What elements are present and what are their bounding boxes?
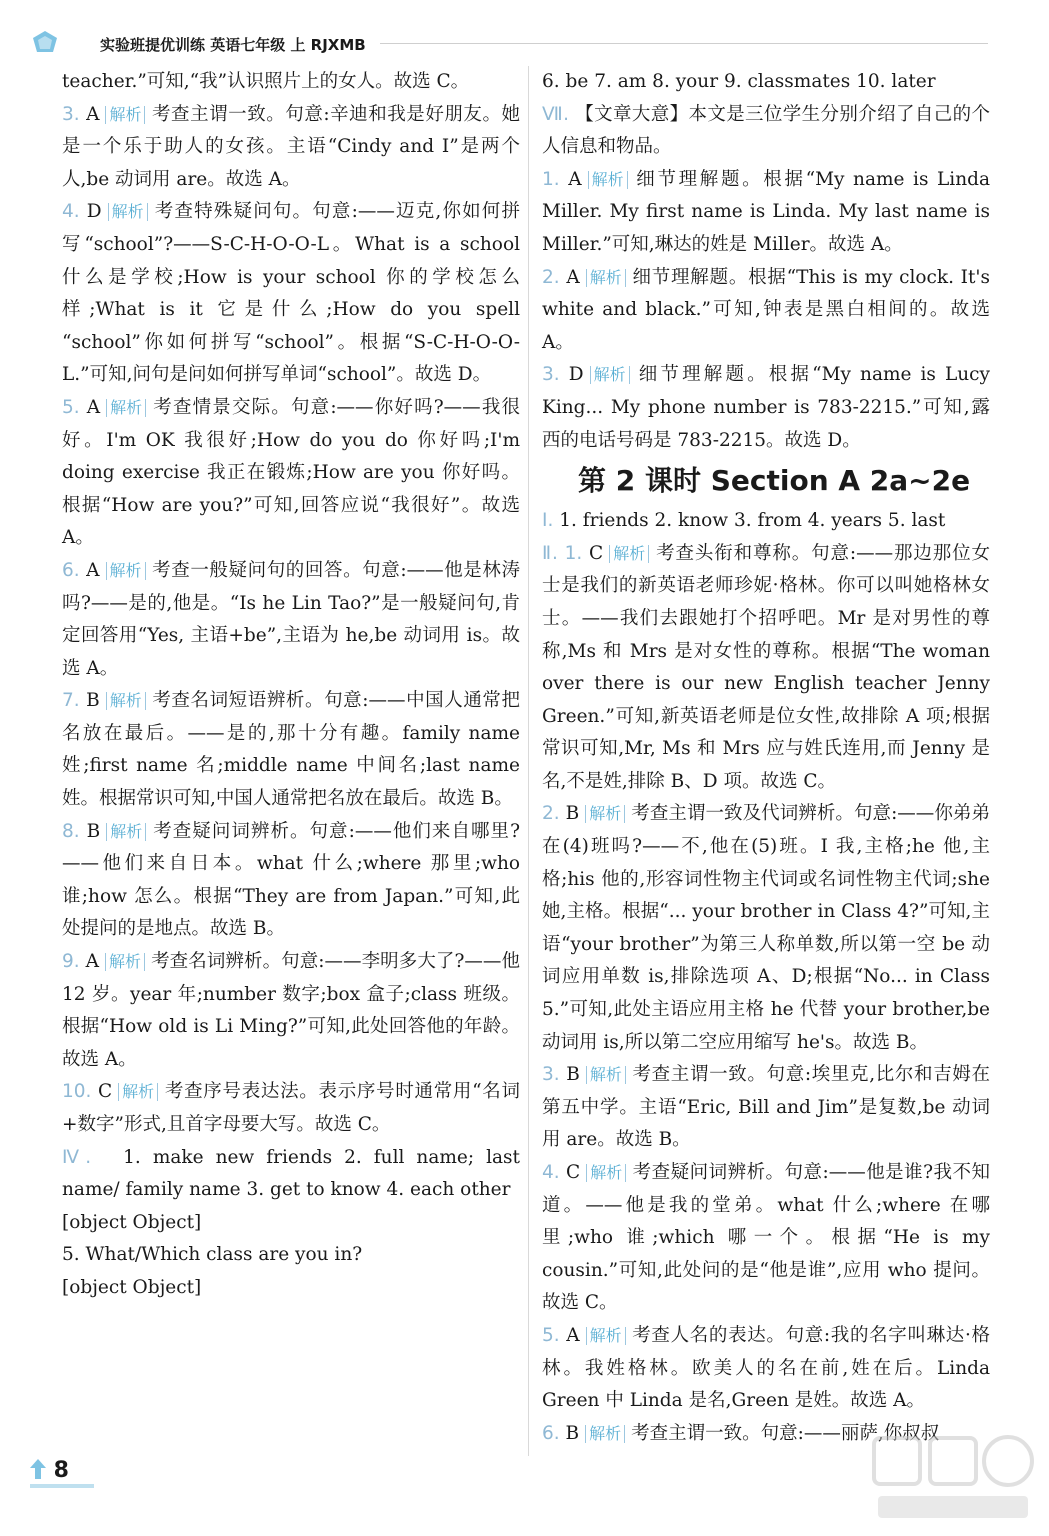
item-number: 8. [62, 820, 80, 842]
analysis-tag: 解析 [118, 1083, 158, 1101]
answer-letter: C [589, 542, 604, 564]
answer-letter: B [565, 803, 580, 825]
item-number: 3. [542, 1064, 560, 1086]
header-rule [380, 43, 988, 44]
answer-item [542, 359, 990, 457]
item-number: 5. [542, 1324, 560, 1346]
analysis-text: 1. make new friends 2. full name; last name/ family name 3. get to know 4. each other [62, 1146, 520, 1201]
answer-letter: B [86, 690, 100, 712]
item-number: 6. [542, 1422, 560, 1444]
page-header [30, 28, 990, 58]
analysis-tag: 解析 [106, 399, 146, 417]
section-number: Ⅶ. [542, 103, 569, 125]
analysis-text: 考查一般疑问句的回答。句意:——他是林涛吗?——是的,他是。“Is he Lin Tao?”是一般疑问句,肯定回答用“Yes, 主语+be”,主语为 he,be 动词用 is。故选 A。 [62, 559, 520, 679]
section-text: 【文章大意】本文是三位学生分别介绍了自己的个人信息和物品。 [542, 103, 990, 158]
answer-letter: A [568, 168, 582, 190]
analysis-tag: 解析 [588, 171, 628, 189]
analysis-text: 考查名词短语辨析。句意:——中国人通常把名放在最后。——是的,那十分有趣。family name 姓;first name 名;middle name 中间名;last name 姓。根据常识可知,中国人通常把名放在最后。故选 B。 [62, 690, 520, 810]
answer-line: 5. What/Which class are you in? [62, 1244, 363, 1266]
answer-line: [object Object] [62, 1276, 202, 1298]
right-column [542, 66, 990, 1450]
answer-item [542, 1320, 990, 1418]
answer-item [62, 196, 520, 392]
item-number: Ⅱ. 1. [542, 542, 583, 564]
answer-item [62, 1076, 520, 1141]
analysis-tag: 解析 [106, 562, 146, 580]
answer-item [542, 262, 990, 360]
answer-letter: A [566, 266, 580, 288]
answer-letter: A [566, 1324, 580, 1346]
analysis-text: 考查序号表达法。表示序号时通常用“名词+数字”形式,且首字母要大写。故选 C。 [62, 1081, 520, 1135]
answer-line: 6. be 7. am 8. your 9. classmates 10. later [542, 71, 936, 92]
analysis-tag: 解析 [586, 269, 626, 287]
answer-item [542, 798, 990, 1059]
analysis-text: 细节理解题。根据“My name is Lucy King... My phone number is 783-2215.”可知,露西的电话号码是 783-2215。故选 D。 [542, 364, 990, 451]
item-number: 4. [62, 201, 80, 223]
analysis-text: 考查疑问词辨析。句意:——他是谁?我不知道。——他是我的堂弟。what 什么;where 在哪里;who 谁;which 哪一个。根据“He is my cousin.”可知,此处问的是“他是谁”,应用 who 提问。故选 C。 [542, 1162, 991, 1314]
analysis-tag: 解析 [585, 805, 625, 823]
analysis-text: 考查主谓一致。句意:辛迪和我是好朋友。她是一个乐于助人的女孩。主语“Cindy and I”是两个人,be 动词用 are。故选 A。 [62, 103, 520, 190]
analysis-text: 细节理解题。根据“This is my clock. It's white and black.”可知,钟表是黑白相间的。故选 A。 [542, 266, 990, 353]
answer-letter: B [86, 820, 101, 842]
answer-section [542, 505, 990, 538]
answer-item [62, 685, 520, 815]
answer-letter: D [568, 364, 584, 386]
answer-item [542, 1059, 990, 1157]
item-number: 3. [542, 364, 560, 386]
analysis-text: 考查人名的表达。句意:我的名字叫琳达·格林。我姓格林。欧美人的名在前,姓在后。Linda Green 中 Linda 是名,Green 是姓。故选 A。 [542, 1324, 990, 1412]
analysis-text: 考查疑问词辨析。句意:——他们来自哪里?——他们来自日本。what 什么;where 那里;who 谁;how 怎么。根据“They are from Japan.”可知,此处提问的是地点。故选 B。 [62, 820, 520, 940]
item-number: 4. [542, 1162, 560, 1183]
item-number: 3. [62, 103, 80, 125]
analysis-tag: 解析 [586, 1066, 626, 1084]
answer-item [62, 946, 520, 1076]
answer-item [542, 164, 990, 262]
item-number: 9. [62, 951, 80, 973]
analysis-text: 考查名词辨析。句意:——李明多大了?——他 12 岁。year 年;number 数字;box 盒子;class 班级。根据“How old is Li Ming?”可知,此处回答他的年龄。故选 A。 [62, 951, 520, 1070]
analysis-text: 考查头衔和尊称。句意:——那边那位女士是我们的新英语老师珍妮·格林。你可以叫她格林女士。——我们去跟她打个招呼吧。Mr 是对男性的尊称,Ms 和 Mrs 是对女性的尊称。根据“The woman over there is our new English teacher Jenny Green.”可知,新英语老师是位女性,故排除 A 项;根据常识可知,Mr, Ms 和 Mrs 应与姓氏连用,而 Jenny 是名,不是姓,排除 B、D 项。故选 C。 [542, 542, 990, 792]
item-number: 1. [542, 168, 560, 190]
answer-line: [object Object] [62, 1211, 202, 1233]
analysis-tag: 解析 [105, 106, 145, 124]
column-divider [528, 66, 529, 1456]
page-arrow-icon [30, 1458, 54, 1483]
answer-continuation: teacher.”可知,“我”认识照片上的女人。故选 C。 [62, 71, 470, 92]
item-number: 7. [62, 690, 80, 712]
analysis-tag: 解析 [586, 1164, 626, 1182]
analysis-tag: 解析 [106, 823, 146, 841]
answer-item [62, 816, 520, 946]
section-answers: 1. friends 2. know 3. from 4. years 5. last [559, 510, 946, 532]
item-number: 5. [62, 396, 80, 418]
item-number: 10. [62, 1081, 92, 1103]
section-heading: 第 2 课时 Section A 2a~2e [578, 464, 971, 498]
analysis-text: 考查特殊疑问句。句意:——迈克,你如何拼写“school”?——S-C-H-O-O-L。What is a school 什么是学校;How is your school 你的学校怎么样;What is it 它是什么;How do you spell “school”你如何拼写“school”。根据“S-C-H-O-O-L.”可知,问句是问如何拼写单词“school”。故选 D。 [62, 201, 520, 386]
page-number [30, 1458, 94, 1488]
analysis-tag: 解析 [585, 1425, 625, 1443]
answer-letter: C [566, 1162, 581, 1183]
analysis-text: 考查主谓一致。句意:——丽萨,你叔叔 [631, 1422, 940, 1444]
answer-item [542, 1157, 990, 1320]
book-logo-icon [32, 30, 58, 58]
section-number: Ⅰ. [542, 510, 554, 532]
item-number: 6. [62, 559, 80, 581]
analysis-tag: 解析 [108, 203, 148, 221]
answer-item [62, 392, 520, 555]
watermark-logo [868, 1430, 1038, 1526]
answer-letter: B [566, 1064, 580, 1086]
item-number: Ⅳ. [62, 1146, 92, 1168]
answer-item [62, 555, 520, 685]
answer-item [542, 538, 990, 799]
answer-section [542, 99, 990, 164]
answer-letter: D [86, 201, 102, 223]
analysis-tag: 解析 [106, 692, 146, 710]
answer-letter: C [98, 1081, 113, 1103]
answer-item [62, 1142, 520, 1207]
left-column [62, 66, 520, 1305]
answer-letter: A [86, 103, 100, 125]
analysis-text: 考查情景交际。句意:——你好吗?——我很好。I'm OK 我很好;How do you do 你好吗;I'm doing exercise 我正在锻炼;How are you 你好吗。根据“How are you?”可知,回答应说“我很好”。故选 A。 [62, 396, 520, 549]
item-number: 2. [542, 266, 560, 288]
answer-letter: A [85, 951, 99, 973]
header-title: 实验班提优训练 英语七年级 上 RJXMB [100, 36, 366, 54]
page-number-text: 8 [53, 1458, 69, 1483]
analysis-text: 细节理解题。根据“My name is Linda Miller. My first name is Linda. My last name is Miller.”可知,琳达的姓是 Miller。故选 A。 [542, 168, 990, 255]
analysis-tag: 解析 [609, 545, 649, 563]
analysis-text: 考查主谓一致。句意:埃里克,比尔和吉姆在第五中学。主语“Eric, Bill and Jim”是复数,be 动词用 are。故选 B。 [542, 1064, 990, 1151]
answer-letter: B [565, 1422, 580, 1444]
analysis-tag: 解析 [105, 953, 145, 971]
answer-letter: A [86, 396, 101, 418]
analysis-tag: 解析 [586, 1327, 626, 1345]
answer-item [62, 99, 520, 197]
answer-letter: A [86, 559, 100, 581]
page-number-bar [30, 1484, 94, 1488]
item-number: 2. [542, 803, 560, 825]
analysis-text: 考查主谓一致及代词辨析。句意:——你弟弟在(4)班吗?——不,他在(5)班。I 我,主格;he 他,主格;his 他的,形容词性物主代词或名词性物主代词;she 她,主格。根据“... your brother in Class 4?”可知,主语“your brother”为第三人称单数,所以第一空 be 动词应用单数 is,排除选项 A、D;根据“No... in Class 5.”可知,此处主语应用主格 he 代替 your brother,be 动词用 is,所以第二空应用缩写 he's。故选 B。 [542, 803, 990, 1053]
analysis-tag: 解析 [590, 366, 630, 384]
